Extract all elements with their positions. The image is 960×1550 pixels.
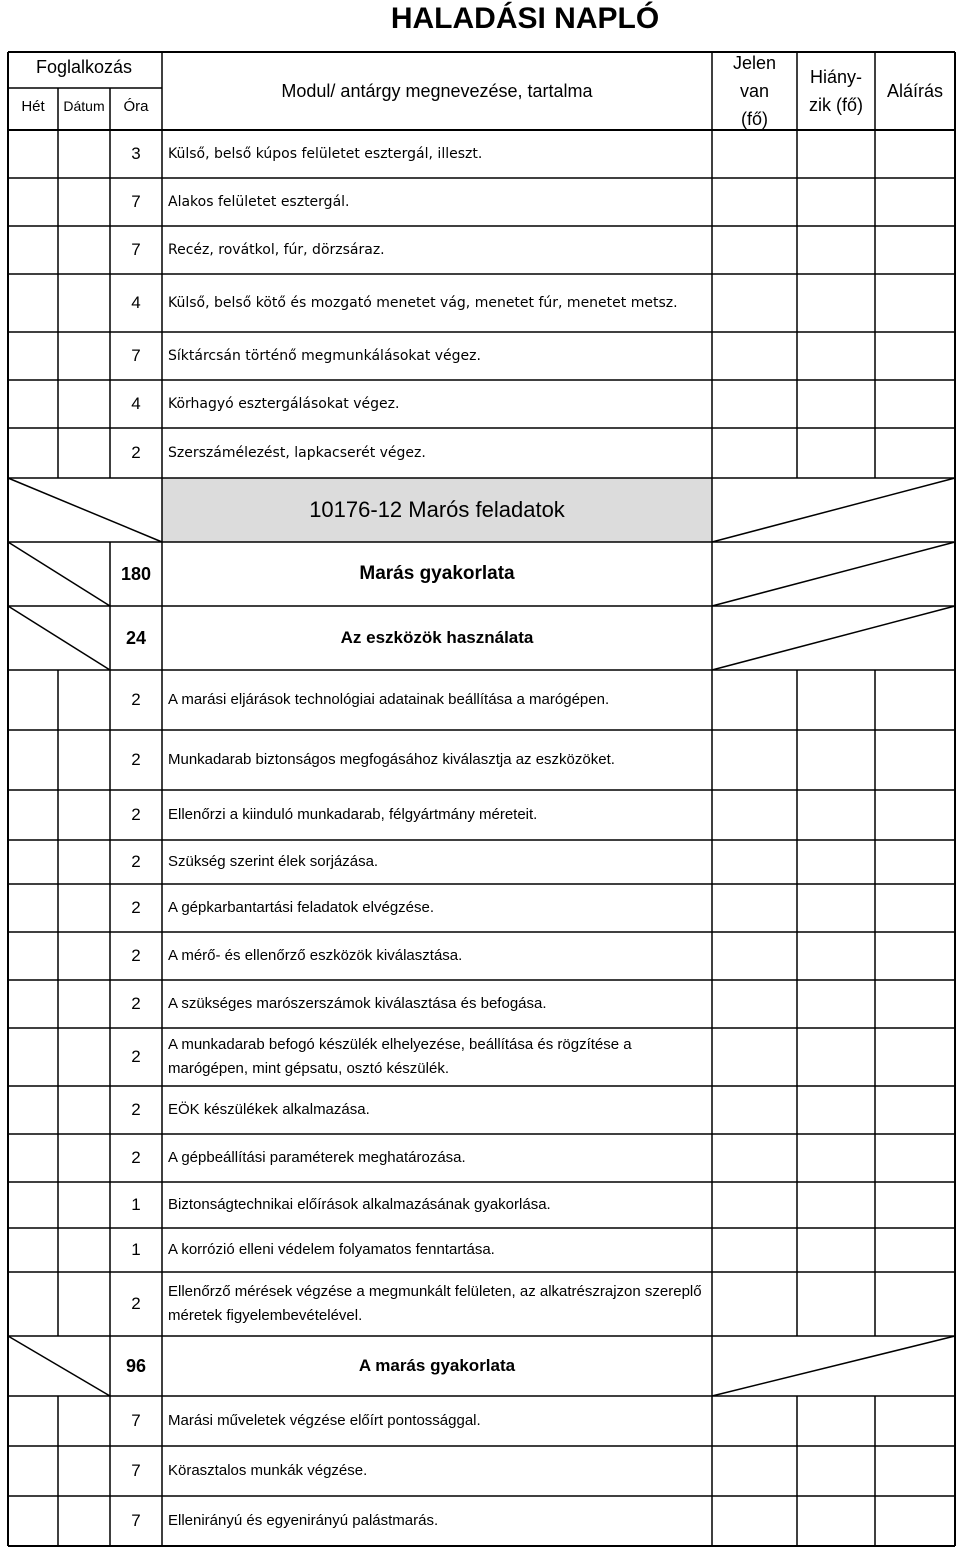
row-hours: 2 xyxy=(131,1148,141,1167)
row-content: Síktárcsán történő megmunkálásokat végez. xyxy=(168,348,481,364)
row-hours: 2 xyxy=(131,750,141,769)
row-hours: 3 xyxy=(131,144,141,163)
row-hours: 4 xyxy=(131,394,141,413)
section-title: A marás gyakorlata xyxy=(358,1356,516,1375)
row-content: Munkadarab biztonságos megfogásához kiválasztja az eszközöket. xyxy=(168,751,615,768)
header-datum: Dátum xyxy=(63,98,105,114)
row-hours: 2 xyxy=(131,898,141,917)
grid-line xyxy=(712,606,955,670)
row-content: Külső, belső kúpos felületet esztergál, illeszt. xyxy=(168,146,483,162)
row-content: A szükséges marószerszámok kiválasztása és befogása. xyxy=(168,995,547,1012)
row-hours: 2 xyxy=(131,1100,141,1119)
grid-line xyxy=(8,542,110,606)
section-hours: 180 xyxy=(120,563,152,584)
row-hours: 1 xyxy=(131,1195,141,1214)
row-hours: 7 xyxy=(131,1411,141,1430)
section-hours: 24 xyxy=(125,627,147,648)
row-content: A gépkarbantartási feladatok elvégzése. xyxy=(168,899,435,916)
row-content: Külső, belső kötő és mozgató menetet vág, menetet fúr, menetet metsz. xyxy=(168,295,678,311)
grid-line xyxy=(712,1336,955,1396)
row-hours: 7 xyxy=(131,1461,141,1480)
row-hours: 2 xyxy=(131,1047,141,1066)
row-hours: 2 xyxy=(131,690,141,709)
row-hours: 2 xyxy=(131,443,141,462)
header-het: Hét xyxy=(21,97,45,115)
row-hours: 2 xyxy=(131,805,141,824)
row-content: Ellenőrző mérések végzése a megmunkált felületen, az alkatrészrajzon szereplő méretek figyelembevételével. xyxy=(168,1283,702,1324)
row-hours: 2 xyxy=(131,1294,141,1313)
section-title: Az eszközök használata xyxy=(340,628,534,647)
section-hours: 96 xyxy=(125,1355,147,1376)
row-content: A marási eljárások technológiai adatainak beállítása a marógépen. xyxy=(168,691,610,708)
row-content: Recéz, rovátkol, fúr, dörzsáraz. xyxy=(168,242,385,258)
header-hianyzik: Hiány- zik (fő) xyxy=(809,67,863,115)
header-ora: Óra xyxy=(123,97,149,115)
page-title: HALADÁSI NAPLÓ xyxy=(390,2,660,35)
grid-line xyxy=(8,478,162,542)
row-content: Biztonságtechnikai előírások alkalmazásának gyakorlása. xyxy=(168,1196,551,1213)
row-hours: 2 xyxy=(131,852,141,871)
row-content: Körhagyó esztergálásokat végez. xyxy=(168,396,400,412)
row-content: A korrózió elleni védelem folyamatos fenntartása. xyxy=(168,1241,495,1258)
grid-line xyxy=(712,542,955,606)
row-hours: 7 xyxy=(131,346,141,365)
row-hours: 4 xyxy=(131,293,141,312)
header-alairas: Aláírás xyxy=(886,81,944,101)
row-content: Ellenőrzi a kiinduló munkadarab, félgyártmány méreteit. xyxy=(168,806,538,823)
header-jelen: Jelen van (fő) xyxy=(732,53,777,129)
row-content: Körasztalos munkák végzése. xyxy=(168,1462,368,1479)
row-hours: 7 xyxy=(131,192,141,211)
row-content: Szükség szerint élek sorjázása. xyxy=(168,853,379,870)
row-content: A mérő- és ellenőrző eszközök kiválasztása. xyxy=(168,947,463,964)
row-content: Szerszámélezést, lapkacserét végez. xyxy=(168,445,426,461)
row-hours: 7 xyxy=(131,240,141,259)
row-hours: 7 xyxy=(131,1511,141,1530)
row-content: A munkadarab befogó készülék elhelyezése, beállítása és rögzítése a marógépen, mint gépsatu, osztó készülék. xyxy=(168,1036,632,1077)
row-hours: 2 xyxy=(131,994,141,1013)
row-content: Ellenirányú és egyenirányú palástmarás. xyxy=(168,1512,439,1529)
row-content: EÖK készülékek alkalmazása. xyxy=(168,1101,370,1118)
grid-line xyxy=(712,478,955,542)
grid-line xyxy=(8,1336,110,1396)
row-hours: 2 xyxy=(131,946,141,965)
header-modul: Modul/ antárgy megnevezése, tartalma xyxy=(281,81,593,101)
row-hours: 1 xyxy=(131,1240,141,1259)
row-content: Marási műveletek végzése előírt pontossággal. xyxy=(168,1412,481,1429)
header-foglalkozas: Foglalkozás xyxy=(35,57,133,77)
row-content: A gépbeállítási paraméterek meghatározása. xyxy=(168,1149,466,1166)
section-title: Marás gyakorlata xyxy=(359,563,515,584)
grid-line xyxy=(8,606,110,670)
module-banner: 10176-12 Marós feladatok xyxy=(309,497,565,522)
row-content: Alakos felületet esztergál. xyxy=(168,194,350,210)
